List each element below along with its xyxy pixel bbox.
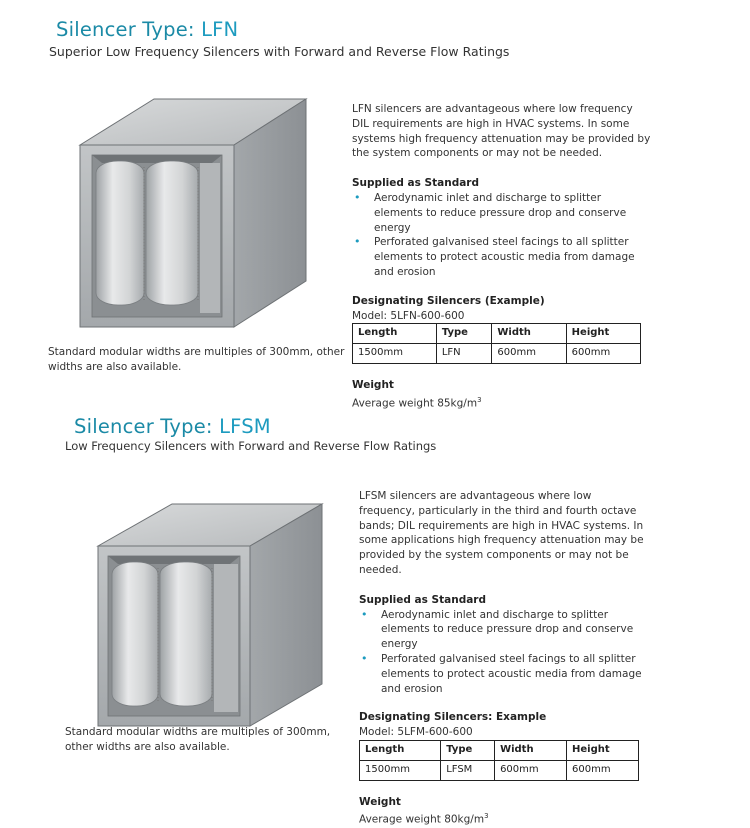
table-cell: LFSM [441, 760, 495, 780]
table-header-row [353, 324, 641, 344]
table-cell: 600mm [566, 344, 640, 364]
designating-heading: Designating Silencers (Example) [352, 294, 545, 307]
section-subtitle: Superior Low Frequency Silencers with Forward and Reverse Flow Ratings [49, 44, 510, 59]
description-column [352, 102, 652, 411]
spec-table [352, 323, 641, 364]
section-title: Silencer Type: LFN [56, 18, 239, 41]
supplied-list [352, 191, 652, 280]
model-text: Model: 5LFN-600-600 [352, 309, 465, 322]
list-item: • Aerodynamic inlet and discharge to splitter elements to reduce pressure drop and conserve energy [361, 607, 634, 651]
weight-heading: Weight [359, 795, 401, 808]
title-code: LFN [201, 18, 239, 41]
bullet-icon: • [361, 651, 368, 665]
bullet-icon: • [361, 607, 368, 621]
table-header: Width [495, 740, 567, 760]
table-cell: 600mm [492, 344, 566, 364]
table-cell: LFN [436, 344, 492, 364]
illustration-caption: Standard modular widths are multiples of 300mm, other widths are also available. [65, 726, 331, 753]
weight-heading: Weight [352, 378, 394, 391]
table-header: Length [353, 324, 437, 344]
table-row [353, 344, 641, 364]
weight-text: Average weight $80kg/m^3$ [359, 812, 489, 826]
model-text: Model: 5LFM-600-600 [359, 726, 473, 739]
bullet-icon: • [354, 235, 361, 249]
intro-paragraph: LFSM silencers are advantageous where low frequency, particularly in the third and fourth octave bands; DIL requirements are high in HVAC systems. In some applications high frequency attenuation may be provided by the system components or may not be needed. [359, 490, 644, 576]
spec-table [359, 740, 639, 781]
table-header: Height [566, 324, 640, 344]
bullet-icon: • [354, 190, 361, 204]
table-header: Type [436, 324, 492, 344]
description-column [359, 489, 649, 828]
table-header: Width [492, 324, 566, 344]
list-item: • Perforated galvanised steel facings to all splitter elements to protect acoustic media from damage and erosion [361, 651, 642, 695]
section-lfsm [0, 395, 750, 826]
table-cell: 1500mm [353, 344, 437, 364]
table-cell: 600mm [495, 760, 567, 780]
table-header: Height [567, 740, 639, 760]
section-subtitle: Low Frequency Silencers with Forward and Reverse Flow Ratings [65, 439, 437, 453]
designating-heading: Designating Silencers: Example [359, 711, 547, 724]
table-header-row [360, 740, 639, 760]
list-item: • Aerodynamic inlet and discharge to splitter elements to reduce pressure drop and conserve energy [354, 190, 627, 234]
section-lfn [0, 0, 750, 410]
intro-paragraph: LFN silencers are advantageous where low frequency DIL requirements are high in HVAC systems. In some systems high frequency attenuation may be provided by the system components or may not be needed. [352, 103, 651, 160]
illustration-caption: Standard modular widths are multiples of 300mm, other widths are also available. [48, 346, 345, 373]
section-title: Silencer Type: LFSM [74, 415, 271, 438]
supplied-heading: Supplied as Standard [359, 593, 486, 606]
title-code: LFSM [219, 415, 271, 438]
list-item: • Perforated galvanised steel facings to all splitter elements to protect acoustic media from damage and erosion [354, 235, 635, 278]
table-header: Type [441, 740, 495, 760]
supplied-list [359, 608, 649, 697]
silencer-illustration-icon [92, 500, 354, 730]
table-cell: 1500mm [360, 760, 441, 780]
supplied-heading: Supplied as Standard [352, 177, 479, 190]
weight-text: Average weight $85kg/m^3$ [352, 395, 482, 410]
table-row [360, 760, 639, 780]
silencer-illustration-icon [74, 95, 336, 330]
table-cell: 600mm [567, 760, 639, 780]
table-header: Length [360, 740, 441, 760]
